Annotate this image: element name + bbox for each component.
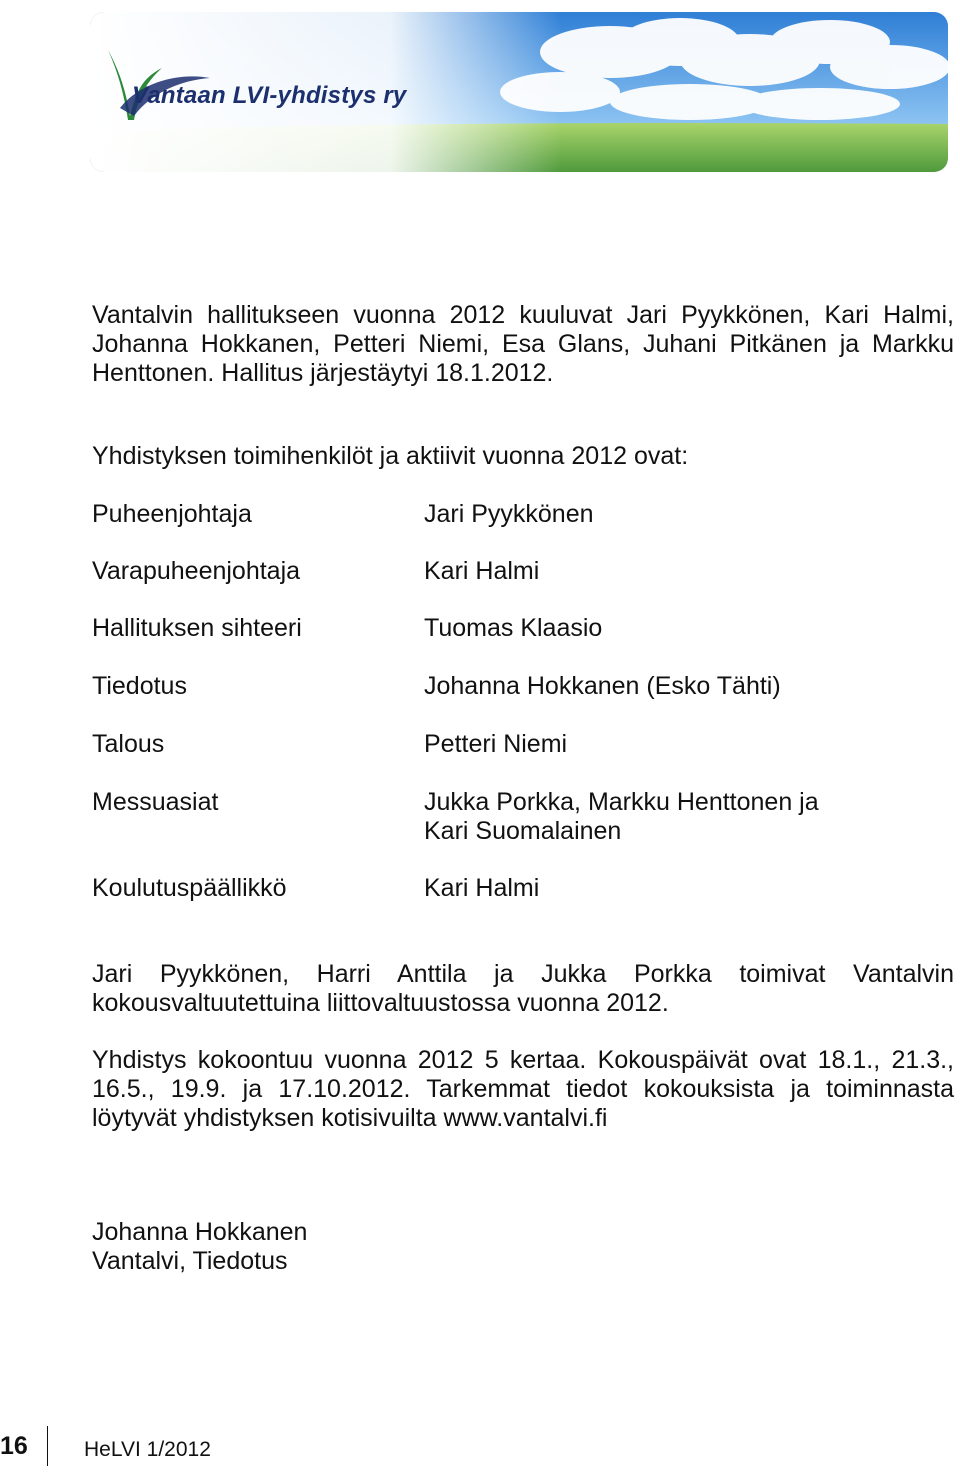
logo-text: Vantaan LVI-yhdistys ry xyxy=(132,82,407,109)
meetings-paragraph: Yhdistys kokoontuu vuonna 2012 5 kertaa. Kokouspäivät ovat 18.1., 21.3., 16.5., 19.9. ja 17.10.2012. Tarkemmat tiedot kokouksista ja toiminnasta löytyvät yhdistyksen kotisivuilta www.vantalvi.fi xyxy=(92,1046,954,1132)
official-name: Kari Halmi xyxy=(424,557,540,585)
official-name: Kari Halmi xyxy=(424,874,540,902)
official-name: Petteri Niemi xyxy=(424,730,568,758)
page-number: 16 xyxy=(0,1432,28,1460)
official-role: Hallituksen sihteeri xyxy=(92,614,302,642)
signature-name: Johanna Hokkanen xyxy=(92,1218,308,1246)
official-role: Tiedotus xyxy=(92,672,187,700)
official-role: Koulutuspäällikkö xyxy=(92,874,287,902)
header-banner xyxy=(90,12,948,172)
official-role: Puheenjohtaja xyxy=(92,500,252,528)
official-role: Talous xyxy=(92,730,165,758)
official-name: Jari Pyykkönen xyxy=(424,500,594,528)
officials-heading: Yhdistyksen toimihenkilöt ja aktiivit vuonna 2012 ovat: xyxy=(92,442,689,470)
signature xyxy=(92,1218,307,1276)
official-name: Johanna Hokkanen (Esko Tähti) xyxy=(424,672,781,700)
official-role: Messuasiat xyxy=(92,788,219,816)
footer-divider xyxy=(47,1426,48,1466)
signature-title: Vantalvi, Tiedotus xyxy=(92,1247,288,1275)
delegates-paragraph: Jari Pyykkönen, Harri Anttila ja Jukka Porkka toimivat Vantalvin kokousvaltuutettuina liittovaltuustossa vuonna 2012. xyxy=(92,960,954,1017)
publication-label: HeLVI 1/2012 xyxy=(84,1438,211,1461)
official-name: Tuomas Klaasio xyxy=(424,614,603,642)
intro-paragraph: Vantalvin hallitukseen vuonna 2012 kuuluvat Jari Pyykkönen, Kari Halmi, Johanna Hokkanen, Petteri Niemi, Esa Glans, Juhani Pitkänen ja Markku Henttonen. Hallitus järjestäytyi 18.1.2012. xyxy=(92,301,954,387)
official-role: Varapuheenjohtaja xyxy=(92,557,301,585)
official-name: Jukka Porkka, Markku Henttonen ja Kari Suomalainen xyxy=(424,788,819,845)
